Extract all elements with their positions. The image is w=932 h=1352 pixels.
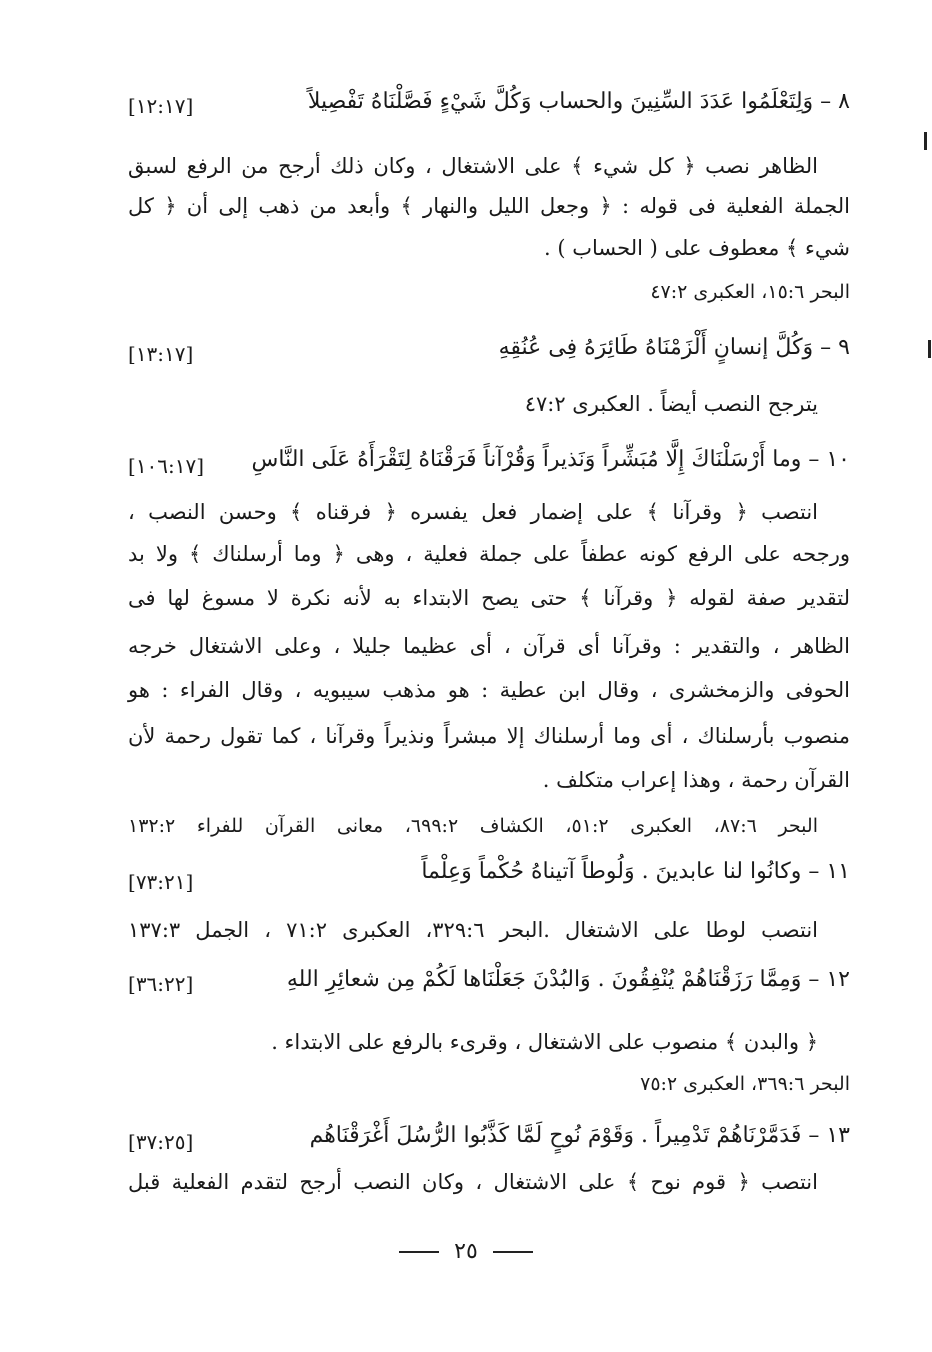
commentary-8-line-1: الظاهر نصب ﴿ كل شيء ﴾ على الاشتغال ، وكان ذلك أرجح من الرفع لسبق — [128, 154, 818, 178]
commentary-11-line-1: انتصب لوطا على الاشتغال .البحر ٣٢٩:٦، العكبرى ٧١:٢ ، الجمل ١٣٧:٣ — [128, 918, 819, 942]
commentary-9-line-1: يترجح النصب أيضاً . العكبرى ٤٧:٢ — [524, 392, 818, 416]
verse-10: ١٠ – وما أَرْسَلْنَاكَ إِلَّا مُبَشِّراً وَنَذيراً وَقُرْآناً فَرَقْنَاهُ لِتَقْرَأَهُ عَلَى النَّاسِ — [251, 447, 850, 472]
page-number-dash-right — [493, 1251, 533, 1253]
commentary-13-line-1: انتصب ﴿ قوم نوح ﴾ على الاشتغال ، وكان النصب أرجح لتقدم الفعلية قبل — [128, 1170, 818, 1194]
scan-margin-mark — [928, 340, 931, 358]
source-12: البحر ٣٦٩:٦، العكبرى ٧٥:٢ — [640, 1073, 850, 1095]
page-number-dash-left — [399, 1251, 439, 1253]
verse-9: ٩ – وَكُلَّ إنسانٍ أَلْزَمْنَاهُ طَائِرَهُ فِى عُنُقِهِ — [498, 335, 850, 360]
page-number — [0, 1232, 932, 1272]
verse-8: ٨ – وَلِتَعْلَمُوا عَدَدَ السِّنِينَ والحساب وَكُلَّ شَيْءٍ فَصَّلْنَاهُ تَفْصِيلاً — [307, 89, 850, 114]
commentary-10-line-7: القرآن رحمة ، وهذا إعراب متكلف . — [542, 768, 850, 792]
verse-9-reference: [١٣:١٧] — [128, 342, 194, 366]
commentary-10-line-4: الظاهر ، والتقدير : وقرآنا أى قرآن ، أى عظيما جليلا ، وعلى الاشتغال خرجه — [128, 634, 850, 658]
commentary-8-line-3: شيء ﴾ معطوف على ( الحساب ) . — [544, 236, 850, 260]
commentary-12-line-1: ﴿ والبدن ﴾ منصوب على الاشتغال ، وقرىء بالرفع على الابتداء . — [271, 1030, 818, 1054]
page-number-value: ٢٥ — [454, 1239, 478, 1264]
commentary-10-line-6: منصوب بأرسلناك ، أى وما أرسلناك إلا مبشراً ونذيراً وقرآنا ، كما تقول رحمة لأن — [128, 724, 850, 748]
verse-13-reference: [٣٧:٢٥] — [128, 1130, 194, 1154]
verse-8-reference: [١٢:١٧] — [128, 94, 194, 118]
scan-margin-mark — [924, 132, 927, 150]
commentary-10-line-5: الحوفى والزمخشرى ، وقال ابن عطية : هو مذهب سيبويه ، وقال الفراء : هو — [128, 678, 850, 702]
verse-11: ١١ – وكانُوا لنا عابدينَ . وَلُوطاً آتيناهُ حُكْماً وَعِلْماً — [421, 859, 850, 884]
commentary-10-line-3: لتقدير صفة لقوله ﴿ وقرآنا ﴾ حتى يصح الابتداء به لأنه نكرة لا مسوغ لها فى — [128, 586, 850, 610]
verse-12: ١٢ – وَمِمَّا رَزَقْنَاهُمْ يُنْفِقُونَ . وَالبُدْنَ جَعَلْنَاها لَكُمْ مِن شعائِرِ اللهِ — [286, 967, 850, 992]
verse-12-reference: [٣٦:٢٢] — [128, 972, 194, 996]
verse-11-reference: [٧٣:٢١] — [128, 870, 194, 894]
source-8: البحر ١٥:٦، العكبرى ٤٧:٢ — [650, 281, 850, 303]
source-10: البحر ٨٧:٦، العكبرى ٥١:٢، الكشاف ٦٩٩:٢، معانى القرآن للفراء ١٣٢:٢ — [128, 815, 818, 837]
commentary-8-line-2: الجملة الفعلية فى قوله : ﴿ وجعل الليل والنهار ﴾ وأبعد من ذهب إلى أن ﴿ كل — [128, 194, 850, 218]
verse-13: ١٣ – فَدَمَّرْنَاهُمْ تَدْمِيراً . وَقَوْمَ نُوحٍ لَمَّا كَذَّبُوا الرُّسُلَ أَغْرَقْنَاهُم — [309, 1123, 850, 1148]
commentary-10-line-2: ورجحه على الرفع كونه عطفاً على جملة فعلية ، وهى ﴿ وما أرسلناك ﴾ ولا بد — [128, 542, 850, 566]
commentary-10-line-1: انتصب ﴿ وقرآنا ﴾ على إضمار فعل يفسره ﴿ فرقناه ﴾ وحسن النصب ، — [128, 500, 818, 524]
verse-10-reference: [١٠٦:١٧] — [128, 454, 205, 478]
